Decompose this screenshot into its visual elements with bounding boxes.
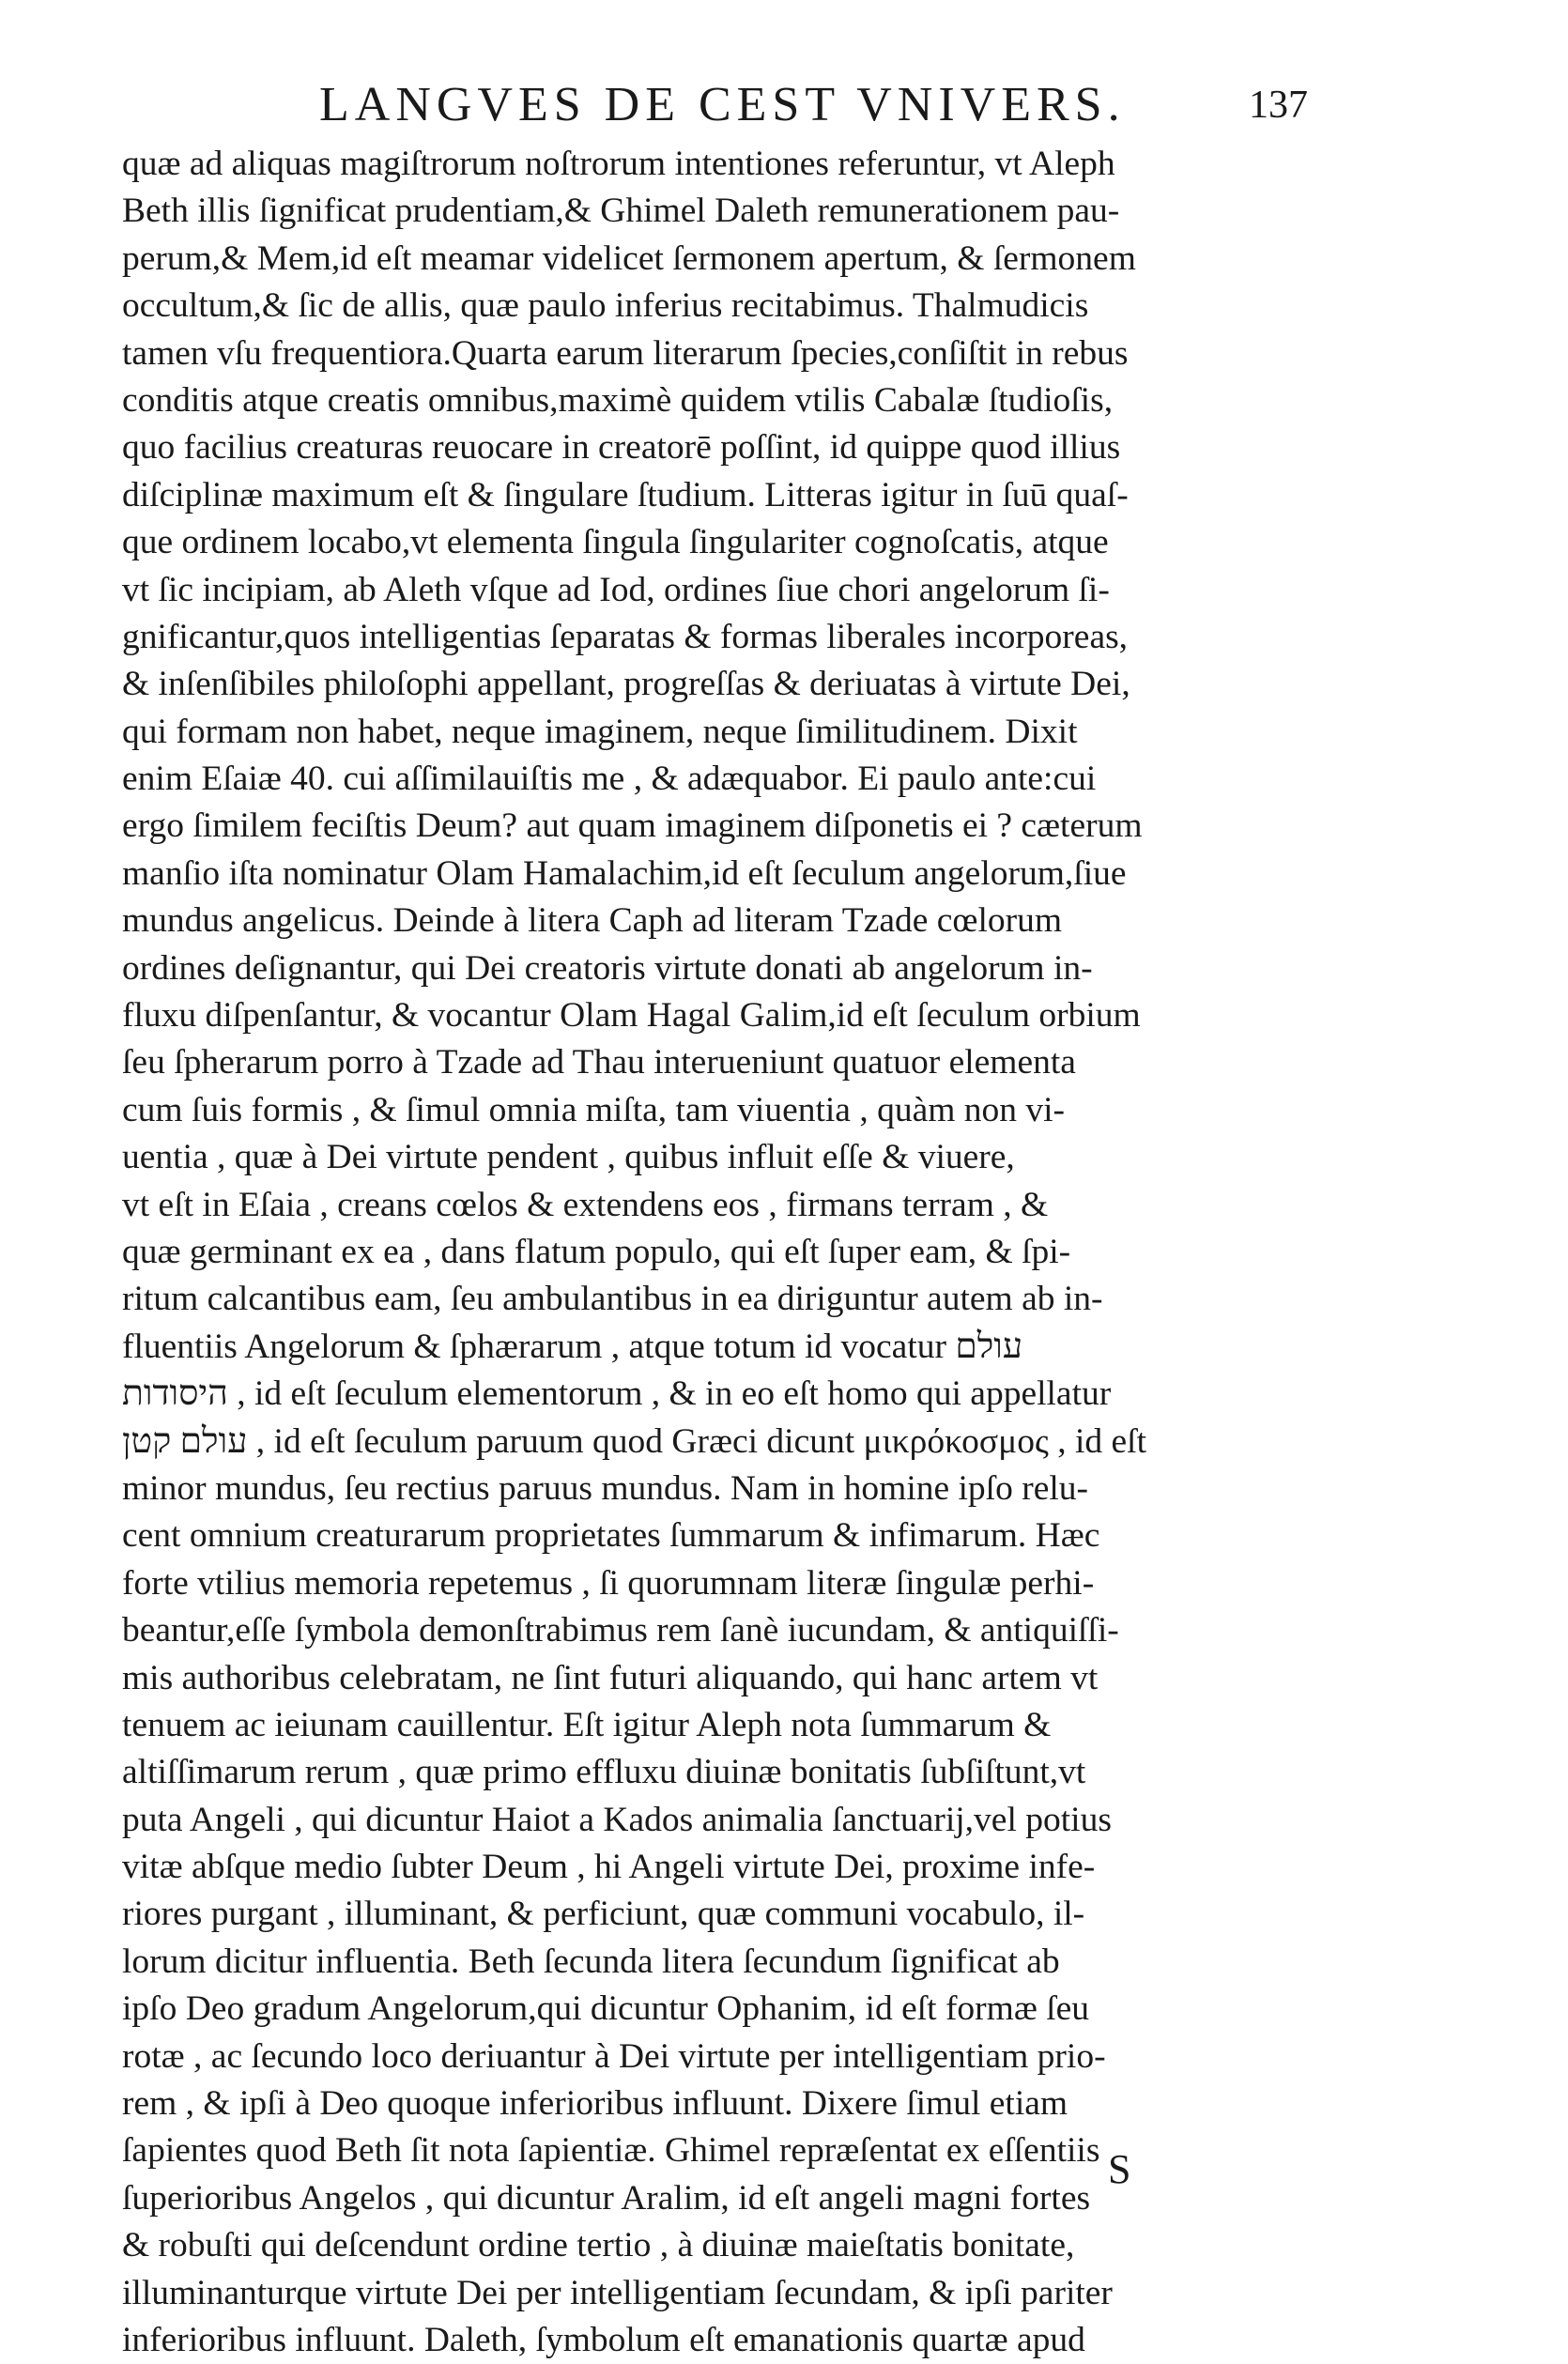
text-line: & inſenſibiles philoſophi appellant, progreſſas & deriuatas à virtute Dei,: [122, 665, 1130, 704]
text-line: illuminanturque virtute Dei per intelligentiam ſecundam, & ipſi pariter: [122, 2273, 1113, 2312]
text-line: inferioribus influunt. Daleth, ſymbolum eſt emanationis quartæ apud: [122, 2320, 1085, 2359]
text-line: ſeu ſpherarum porro à Tzade ad Thau interueniunt quatuor elementa: [122, 1043, 1076, 1082]
text-line: minor mundus, ſeu rectius paruus mundus. Nam in homine ipſo relu-: [122, 1468, 1089, 1508]
text-line: qui formam non habet, neque imaginem, neque ſimilitudinem. Dixit: [122, 712, 1078, 751]
text-line: manſio iſta nominatur Olam Hamalachim,id eſt ſeculum angelorum,ſiue: [122, 853, 1127, 893]
text-line: lorum dicitur influentia. Beth ſecunda litera ſecundum ſignificat ab: [122, 1942, 1060, 1981]
text-line: quo facilius creaturas reuocare in creatorē poſſint, id quippe quod illius: [122, 428, 1121, 468]
text-line: rotæ , ac ſecundo loco deriuantur à Dei virtute per intelligentiam prio-: [122, 2036, 1106, 2076]
text-line: conditis atque creatis omnibus,maximè quidem vtilis Cabalæ ſtudioſis,: [122, 380, 1114, 420]
text-line: cum ſuis formis , & ſimul omnia miſta, tam viuentia , quàm non vi-: [122, 1090, 1066, 1129]
text-line: rem , & ipſi à Deo quoque inferioribus influunt. Dixere ſimul etiam: [122, 2084, 1068, 2124]
text-line: uentia , quæ à Dei virtute pendent , quibus influit eſſe & viuere,: [122, 1138, 1015, 1177]
signature-mark: S: [1108, 2146, 1131, 2192]
text-line: Beth illis ſignificat prudentiam,& Ghimel Daleth remunerationem pau-: [122, 192, 1120, 231]
text-line: tenuem ac ieiunam cauillentur. Eſt igitur Aleph nota ſummarum &: [122, 1705, 1052, 1744]
text-line: mundus angelicus. Deinde à litera Caph ad literam Tzade cœlorum: [122, 901, 1063, 941]
text-line: fluxu diſpenſantur, & vocantur Olam Hagal Galim,id eſt ſeculum orbium: [122, 996, 1141, 1036]
text-line: ſapientes quod Beth ſit nota ſapientiæ. Ghimel repræſentat ex eſſentiis: [122, 2131, 1100, 2171]
text-line: ipſo Deo gradum Angelorum,qui dicuntur Ophanim, id eſt formæ ſeu: [122, 1989, 1090, 2029]
text-line: quæ germinant ex ea , dans flatum populo, qui eſt ſuper eam, & ſpi-: [122, 1232, 1071, 1271]
text-line: & robuſti qui deſcendunt ordine tertio , à diuinæ maieſtatis bonitate,: [122, 2226, 1075, 2265]
text-line: perum,& Mem,id eſt meamar videlicet ſermonem apertum, & ſermonem: [122, 238, 1136, 278]
text-line: gnificantur,quos intelligentias ſeparatas & formas liberales incorporeas,: [122, 617, 1129, 656]
text-line: altiſſimarum rerum , quæ primo effluxu diuinæ bonitatis ſubſiſtunt,vt: [122, 1753, 1086, 1792]
text-line: diſciplinæ maximum eſt & ſingulare ſtudium. Litteras igitur in ſuū quaſ-: [122, 475, 1129, 514]
text-line: enim Eſaiæ 40. cui aſſimilauiſtis me , & adæquabor. Ei paulo ante:cui: [122, 760, 1097, 799]
text-line: occultum,& ſic de allis, quæ paulo inferius recitabimus. Thalmudicis: [122, 286, 1089, 326]
text-line: vt eſt in Eſaia , creans cœlos & extendens eos , firmans terram , &: [122, 1185, 1049, 1224]
text-line: forte vtilius memoria repetemus , ſi quorumnam literæ ſingulæ perhi-: [122, 1563, 1095, 1603]
text-line: mis authoribus celebratam, ne ſint futuri aliquando, qui hanc artem vt: [122, 1658, 1099, 1697]
text-line: ſuperioribus Angelos , qui dicuntur Aralim, id eſt angeli magni fortes: [122, 2178, 1091, 2218]
text-line: fluentiis Angelorum & ſphærarum , atque totum id vocatur עולם: [122, 1327, 1023, 1366]
page-number: 137: [1249, 84, 1308, 127]
text-line: ordines deſignantur, qui Dei creatoris virtute donati ab angelorum in-: [122, 948, 1093, 988]
text-line: ritum calcantibus eam, ſeu ambulantibus in ea diriguntur autem ab in-: [122, 1280, 1103, 1319]
page-header: [319, 77, 1333, 133]
text-line: beantur,eſſe ſymbola demonſtrabimus rem ſanè iucundam, & antiquiſſi-: [122, 1611, 1119, 1650]
text-line: עולם קטן , id eſt ſeculum paruum quod Græci dicunt μικρόκοσμος , id eſt: [122, 1421, 1146, 1461]
text-line: ergo ſimilem feciſtis Deum? aut quam imaginem diſponetis ei ? cæterum: [122, 806, 1143, 846]
text-line: puta Angeli , qui dicuntur Haiot a Kados animalia ſanctuarij,vel potius: [122, 1800, 1112, 1839]
text-line: tamen vſu frequentiora.Quarta earum literarum ſpecies,conſiſtit in rebus: [122, 333, 1129, 373]
text-line: cent omnium creaturarum proprietates ſummarum & infimarum. Hæc: [122, 1516, 1100, 1556]
running-title: LANGVES DE CEST VNIVERS.: [319, 78, 1126, 131]
text-line: vitæ abſque medio ſubter Deum , hi Angeli virtute Dei, proxime infe-: [122, 1848, 1096, 1887]
text-line: היסודות , id eſt ſeculum elementorum , & in eo eſt homo qui appellatur: [122, 1374, 1112, 1414]
body-text: [122, 141, 1333, 2364]
text-line: quæ ad aliquas magiſtrorum noſtrorum intentiones referuntur, vt Aleph: [122, 145, 1115, 183]
text-line: que ordinem locabo,vt elementa ſingula ſingulariter cognoſcatis, atque: [122, 523, 1109, 562]
text-line: riores purgant , illuminant, & perficiunt, quæ communi vocabulo, il-: [122, 1895, 1085, 1934]
text-line: vt ſic incipiam, ab Aleth vſque ad Iod, ordines ſiue chori angelorum ſi-: [122, 570, 1110, 609]
